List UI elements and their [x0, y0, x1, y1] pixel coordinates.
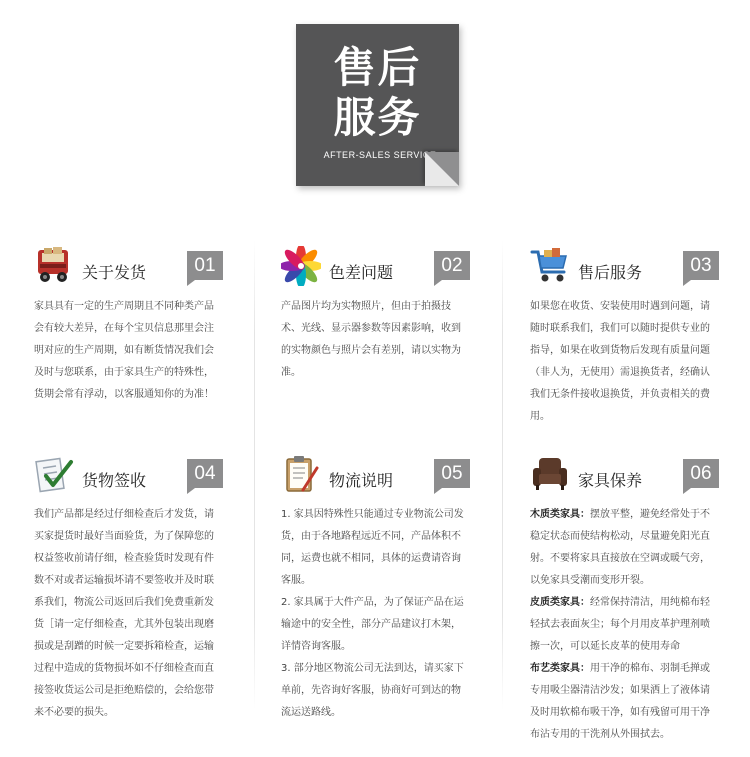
- color-wheel-icon: [281, 246, 321, 286]
- card-title: 色差问题: [329, 263, 394, 282]
- card-title: 物流说明: [329, 471, 394, 490]
- card-number-badge: 03: [683, 251, 719, 280]
- after-sales-banner: [296, 24, 459, 186]
- card-number-badge: 01: [187, 251, 223, 280]
- care-text: 经常保持清洁，用纯棉布轻轻拭去表面灰尘；每个月用皮革护理剂喷擦一次，可以延长皮革的使用寿命: [530, 597, 710, 652]
- card-text: [281, 296, 469, 384]
- clipboard-icon: [281, 454, 321, 494]
- page-curl-decoration: [425, 152, 459, 186]
- card-paragraph: 产品图片均为实物照片，但由于拍摄技术、光线、显示器参数等因素影响，收到的实物颜色与照片会有差别，请以实物为准。: [281, 301, 461, 378]
- shopping-cart-icon: [530, 246, 570, 286]
- card-paragraph: 2. 家具属于大件产品，为了保证产品在运输途中的安全性，部分产品建议打木架，详情咨询客服。: [281, 597, 464, 652]
- care-label: 布艺类家具：: [530, 663, 590, 674]
- card-title: 关于发货: [82, 263, 147, 282]
- card-shipping: [34, 246, 234, 426]
- card-number-badge: 06: [683, 459, 719, 488]
- care-label: 木质类家具：: [530, 509, 590, 520]
- card-title: 家具保养: [578, 471, 643, 490]
- care-section-fabric: [530, 658, 718, 746]
- card-paragraph: 我们产品都是经过仔细检查后才发货，请买家提货时最好当面验货，为了保障您的权益签收前请仔细，检查验货时发现有件数不对或者运输损坏请不要签收并及时联系我们，物流公司返回后我们免费重新发货［请一定仔细检查，尤其外包装出现磨损或是刮蹭的时候一定要拆箱检查，运输过程中造成的货物损坏如不仔细检查而直接签收货运公司是拒绝赔偿的，会给您带来不必要的损失。: [34, 509, 214, 718]
- card-furniture-care: [530, 454, 730, 740]
- card-paragraph: 家具具有一定的生产周期且不同种类产品会有较大差异，在每个宝贝信息那里会注明对应的生产周期，如有断货情况我们会及时与您联系，由于家具生产的特殊性，货期会常有浮动，以客服通知你的为准！: [34, 301, 214, 400]
- care-section-leather: [530, 592, 718, 658]
- banner-title-line2: 服务: [333, 93, 422, 142]
- card-text: [34, 504, 222, 724]
- column-divider: [254, 240, 255, 710]
- card-paragraph: 1. 家具因特殊性只能通过专业物流公司发货，由于各地路程远近不同，产品体积不同，运费也就不相同，具体的运费请咨询客服。: [281, 509, 464, 586]
- card-text: [34, 296, 222, 406]
- care-section-wood: [530, 504, 718, 592]
- care-label: 皮质类家具：: [530, 597, 590, 608]
- banner-title-line1: 售后: [333, 43, 422, 92]
- banner-subtitle: AFTER-SALES SERVICE: [323, 150, 437, 160]
- card-number-badge: 04: [187, 459, 223, 488]
- card-text: [530, 504, 718, 746]
- card-logistics: [281, 454, 481, 718]
- card-number-badge: 02: [434, 251, 470, 280]
- care-text: 用干净的棉布、羽制毛掸或专用吸尘器清洁沙发；如果洒上了液体请及时用软棉布吸干净，如有残留可用干净布沾专用的干洗剂从外围拭去。: [530, 663, 710, 740]
- column-divider: [502, 240, 503, 710]
- card-text: [281, 504, 469, 724]
- card-receipt: [34, 454, 234, 718]
- card-paragraph: 如果您在收货、安装使用时遇到问题，请随时联系我们，我们可以随时提供专业的指导，如果在收到货物后发现有质量问题（非人为，无使用）需退换货者，经确认我们无条件接收退换货，并负责相关的费用。: [530, 301, 710, 422]
- card-color-difference: [281, 246, 481, 386]
- card-paragraph: 3. 部分地区物流公司无法到达，请买家下单前，先咨询好客服，协商好可到达的物流运送路线。: [281, 663, 464, 718]
- checklist-icon: [34, 454, 74, 494]
- delivery-truck-icon: [34, 246, 74, 286]
- card-text: [530, 296, 718, 428]
- card-after-sales: [530, 246, 730, 426]
- card-title: 货物签收: [82, 471, 147, 490]
- armchair-icon: [530, 454, 570, 494]
- card-number-badge: 05: [434, 459, 470, 488]
- card-title: 售后服务: [578, 263, 643, 282]
- care-text: 摆放平整，避免经常处于不稳定状态而使结构松动，尽量避免阳光直射。不要将家具直接放在空调或暖气旁，以免家具受潮而变形开裂。: [530, 509, 710, 586]
